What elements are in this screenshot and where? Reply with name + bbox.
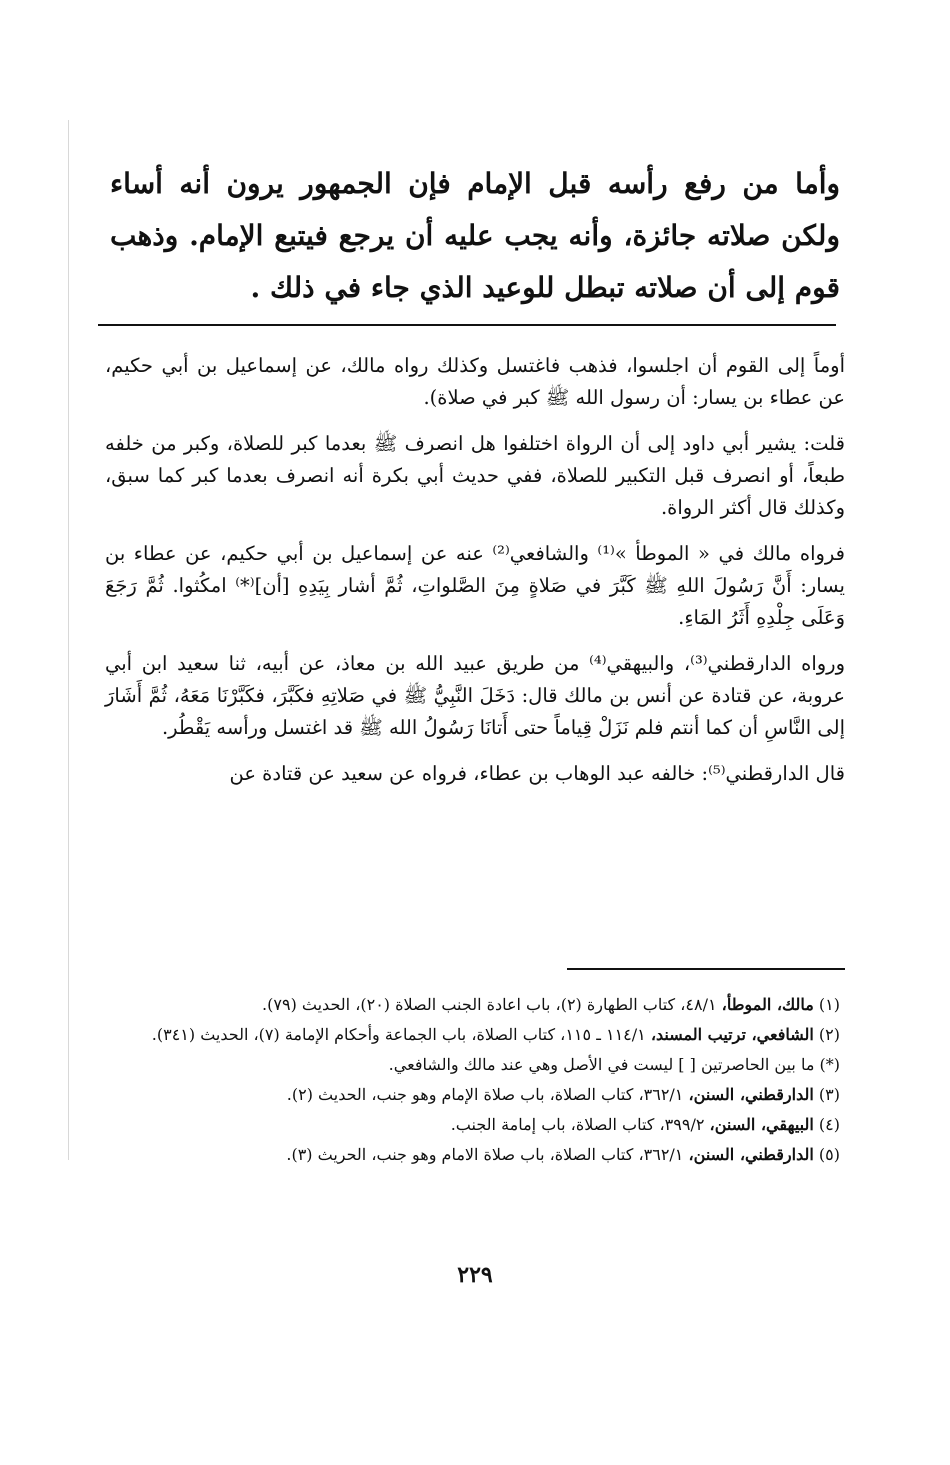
footnote-item [105,1080,840,1110]
commentary-paragraph-2: قلت: يشير أبي داود إلى أن الرواة اختلفوا هل انصرف ﷺ بعدما كبر للصلاة، وكبر من خلفه طبعاً، أو انصرف قبل التكبير للصلاة، ففي حديث أبي بكرة أنه انصرف بعدما كبر كما سبق، وكذلك قال أكثر الرواة. [105,432,845,519]
page-number: ٢٢٩ [457,1262,493,1288]
footnote-text: ما بين الحاصرتين [ ] ليست في الأصل وهي عند مالك والشافعي. [388,1055,815,1074]
footnote-number: (٢) [818,1025,840,1044]
footnotes-block [105,990,840,1170]
footnote-number: (٥) [818,1145,840,1164]
footnote-number: (*) [819,1055,840,1074]
footnote-text: ١١٤/١ ـ ١١٥، كتاب الصلاة، باب الجماعة وأحكام الإمامة (٧)، الحديث (٣٤١). [151,1025,651,1044]
footnote-item [105,1110,840,1140]
footnote-source: مالك، الموطأ، [721,995,814,1014]
footnote-item [105,1050,840,1080]
main-text-block [110,158,840,314]
commentary-block [105,350,845,804]
footnote-text: ٣٦٢/١، كتاب الصلاة، باب صلاة الإمام وهو جنب، الحديث (٢). [286,1085,689,1104]
footnote-item [105,990,840,1020]
commentary-paragraph-4: ورواه الدارقطني⁽³⁾، والبيهقي⁽⁴⁾ من طريق عبيد الله بن معاذ، عن أبيه، ثنا سعيد ابن أبي عروبة، عن قتادة عن أنس بن مالك قال: دَخَلَ النَّبِيُّ ﷺ في صَلاتِهِ فكَبَّرَ، فكَبَّرْنَا مَعَهُ، ثُمَّ أَشَارَ إلى النَّاسِ أن كما أنتم فلم نَزَلْ قِياماً حتى أَتانَا رَسُولُ الله ﷺ قد اغتسل ورأسه يَقْطُر. [105,652,845,739]
commentary-paragraph-5: قال الدارقطني⁽⁵⁾: خالفه عبد الوهاب بن عطاء، فرواه عن سعيد عن قتادة عن [229,762,845,785]
footnote-item [105,1140,840,1170]
footnote-text: ٣٦٢/١، كتاب الصلاة، باب صلاة الامام وهو جنب، الحريث (٣). [286,1145,689,1164]
footnote-number: (٤) [818,1115,840,1134]
footnote-number: (١) [818,995,840,1014]
footnote-number: (٣) [818,1085,840,1104]
main-paragraph: وأما من رفع رأسه قبل الإمام فإن الجمهور يرون أنه أساء ولكن صلاته جائزة، وأنه يجب عليه أن يرجع فيتبع الإمام. وذهب قوم إلى أن صلاته تبطل للوعيد الذي جاء في ذلك . [110,167,840,304]
footnote-source: الدارقطني، السنن، [688,1145,814,1164]
footnote-item [105,1020,840,1050]
commentary-paragraph-1: أوماً إلى القوم أن اجلسوا، فذهب فاغتسل وكذلك رواه مالك، عن إسماعيل بن أبي حكيم، عن عطاء بن يسار: أن رسول الله ﷺ كبر في صلاة). [105,354,845,409]
commentary-paragraph-3: فرواه مالك في « الموطأ »⁽¹⁾ والشافعي⁽²⁾ عنه عن إسماعيل بن أبي حكيم، عن عطاء بن يسار: أَنَّ رَسُولَ اللهِ ﷺ كَبَّرَ في صَلاةٍ مِنَ الصَّلواتِ، ثُمَّ أشار بِيَدِهِ [أن]⁽*⁾ امكُثوا. ثُمَّ رَجَعَ وَعَلَى جِلْدِهِ أَثَرُ المَاءِ. [105,542,846,629]
footnote-text: ٤٨/١، كتاب الطهارة (٢)، باب اعادة الجنب الصلاة (٢٠)، الحديث (٧٩). [262,995,722,1014]
scan-margin-line [68,120,69,1160]
footnote-source: الدارقطني، السنن، [688,1085,814,1104]
footnote-source: الشافعي، ترتيب المسند، [650,1025,814,1044]
footnote-source: البيهقي، السنن، [709,1115,814,1134]
footnote-text: ٣٩٩/٢، كتاب الصلاة، باب إمامة الجنب. [450,1115,710,1134]
footnote-divider [567,968,845,970]
section-divider [98,324,836,326]
